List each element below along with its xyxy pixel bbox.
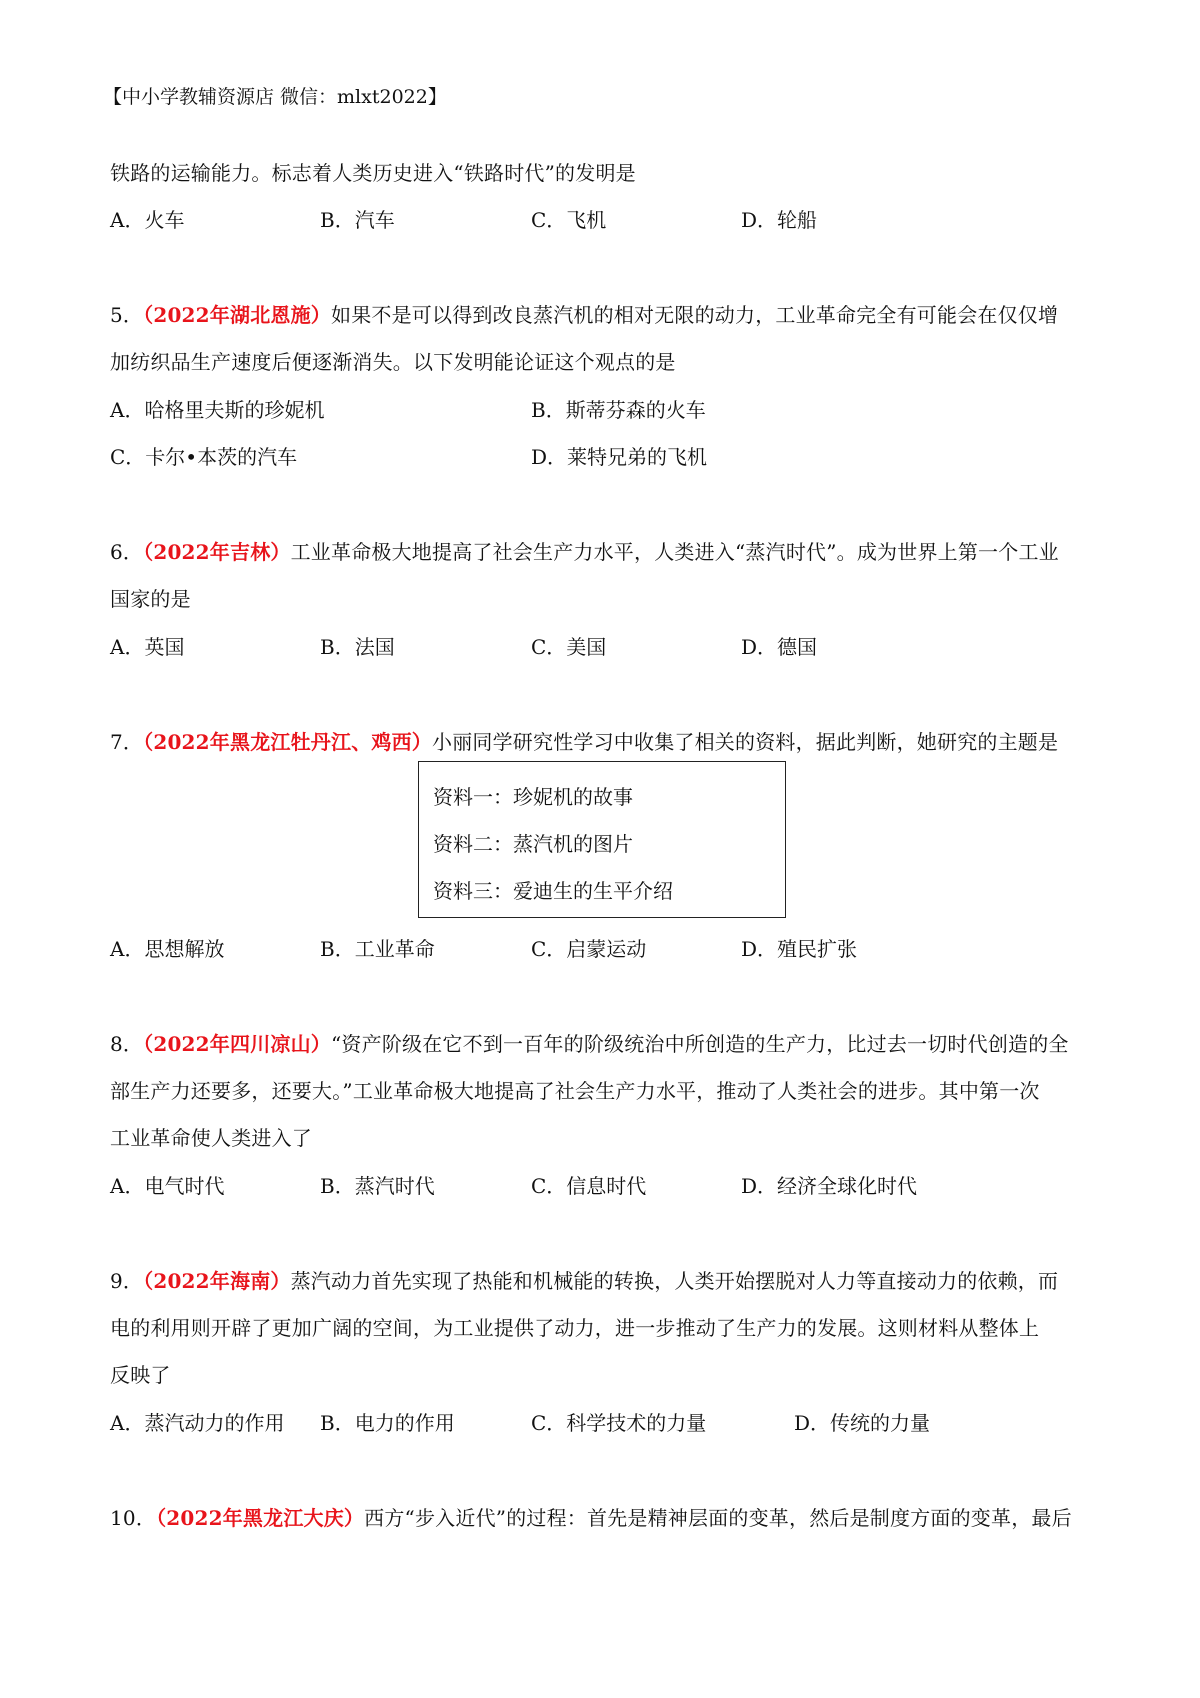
q6-number: 6． — [110, 540, 144, 564]
q8-option-d: D．经济全球化时代 — [741, 1174, 918, 1198]
q6-stem-2: 国家的是 — [110, 587, 191, 611]
q8-option-c: C．信息时代 — [531, 1174, 647, 1198]
material-item-1: 资料一：珍妮机的故事 — [433, 785, 633, 809]
q5-option-a: A．哈格里夫斯的珍妮机 — [110, 398, 325, 422]
q9-option-c: C．科学技术的力量 — [531, 1411, 707, 1435]
q10-source: （2022年黑龙江大庆） — [156, 1506, 365, 1530]
q6-stem-1: 工业革命极大地提高了社会生产力水平，人类进入“蒸汽时代”。成为世界上第一个工业 — [290, 540, 1059, 564]
q4-option-b: B．汽车 — [320, 208, 395, 232]
q4-option-a: A．火车 — [110, 208, 185, 232]
q6-option-d: D．德国 — [741, 635, 818, 659]
q4-option-c: C．飞机 — [531, 208, 607, 232]
page-header: 【中小学教辅资源店 微信：mlxt2022】 — [103, 86, 447, 108]
material-item-2: 资料二：蒸汽机的图片 — [433, 832, 633, 856]
q9-option-a: A．蒸汽动力的作用 — [110, 1411, 285, 1435]
q8-source: （2022年四川凉山） — [143, 1032, 331, 1056]
q9-source: （2022年海南） — [143, 1269, 291, 1293]
q10-number: 10． — [110, 1506, 157, 1530]
q7-source: （2022年黑龙江牡丹江、鸡西） — [143, 730, 432, 754]
q5-stem-2: 加纺织品生产速度后便逐渐消失。以下发明能论证这个观点的是 — [110, 350, 676, 374]
q9-stem-2: 电的利用则开辟了更加广阔的空间，为工业提供了动力，进一步推动了生产力的发展。这则材料从整体上 — [110, 1316, 1040, 1340]
q4-stem: 铁路的运输能力。标志着人类历史进入“铁路时代”的发明是 — [110, 161, 636, 185]
material-item-3: 资料三：爱迪生的生平介绍 — [433, 879, 673, 903]
q8-number: 8． — [110, 1032, 144, 1056]
q6-source: （2022年吉林） — [143, 540, 291, 564]
q6-option-c: C．美国 — [531, 635, 607, 659]
q9-option-d: D．传统的力量 — [794, 1411, 931, 1435]
q9-number: 9． — [110, 1269, 144, 1293]
q5-source: （2022年湖北恩施） — [143, 303, 331, 327]
q9-stem-3: 反映了 — [110, 1363, 171, 1387]
q5-line-1 — [110, 299, 1058, 328]
q5-option-b: B．斯蒂芬森的火车 — [531, 398, 706, 422]
q9-option-b: B．电力的作用 — [320, 1411, 455, 1435]
material-box — [418, 761, 786, 918]
q7-number: 7． — [110, 730, 144, 754]
q5-number: 5． — [110, 303, 144, 327]
q8-line-1 — [110, 1028, 1069, 1057]
q8-option-b: B．蒸汽时代 — [320, 1174, 435, 1198]
q4-option-d: D．轮船 — [741, 208, 818, 232]
q5-option-d: D．莱特兄弟的飞机 — [531, 445, 708, 469]
q5-option-c: C．卡尔•本茨的汽车 — [110, 445, 298, 469]
q7-option-d: D．殖民扩张 — [741, 937, 858, 961]
q8-option-a: A．电气时代 — [110, 1174, 225, 1198]
q9-stem-1: 蒸汽动力首先实现了热能和机械能的转换，人类开始摆脱对人力等直接动力的依赖，而 — [290, 1269, 1059, 1293]
q9-line-1 — [110, 1265, 1058, 1294]
q7-option-a: A．思想解放 — [110, 937, 225, 961]
q6-option-b: B．法国 — [320, 635, 395, 659]
q7-stem-1: 小丽同学研究性学习中收集了相关的资料，据此判断，她研究的主题是 — [432, 730, 1059, 754]
q5-stem-1: 如果不是可以得到改良蒸汽机的相对无限的动力，工业革命完全有可能会在仅仅增 — [331, 303, 1059, 327]
q8-stem-1: “资产阶级在它不到一百年的阶级统治中所创造的生产力，比过去一切时代创造的全 — [331, 1032, 1069, 1056]
q6-option-a: A．英国 — [110, 635, 185, 659]
q10-line-1 — [110, 1502, 1072, 1531]
q7-option-b: B．工业革命 — [320, 937, 435, 961]
q7-line-1 — [110, 726, 1058, 755]
q7-option-c: C．启蒙运动 — [531, 937, 647, 961]
q6-line-1 — [110, 536, 1059, 565]
q10-stem-1: 西方“步入近代”的过程：首先是精神层面的变革，然后是制度方面的变革，最后 — [364, 1506, 1072, 1530]
q8-stem-3: 工业革命使人类进入了 — [110, 1126, 312, 1150]
q8-stem-2: 部生产力还要多，还要大。”工业革命极大地提高了社会生产力水平，推动了人类社会的进步。其中第一次 — [110, 1079, 1040, 1103]
